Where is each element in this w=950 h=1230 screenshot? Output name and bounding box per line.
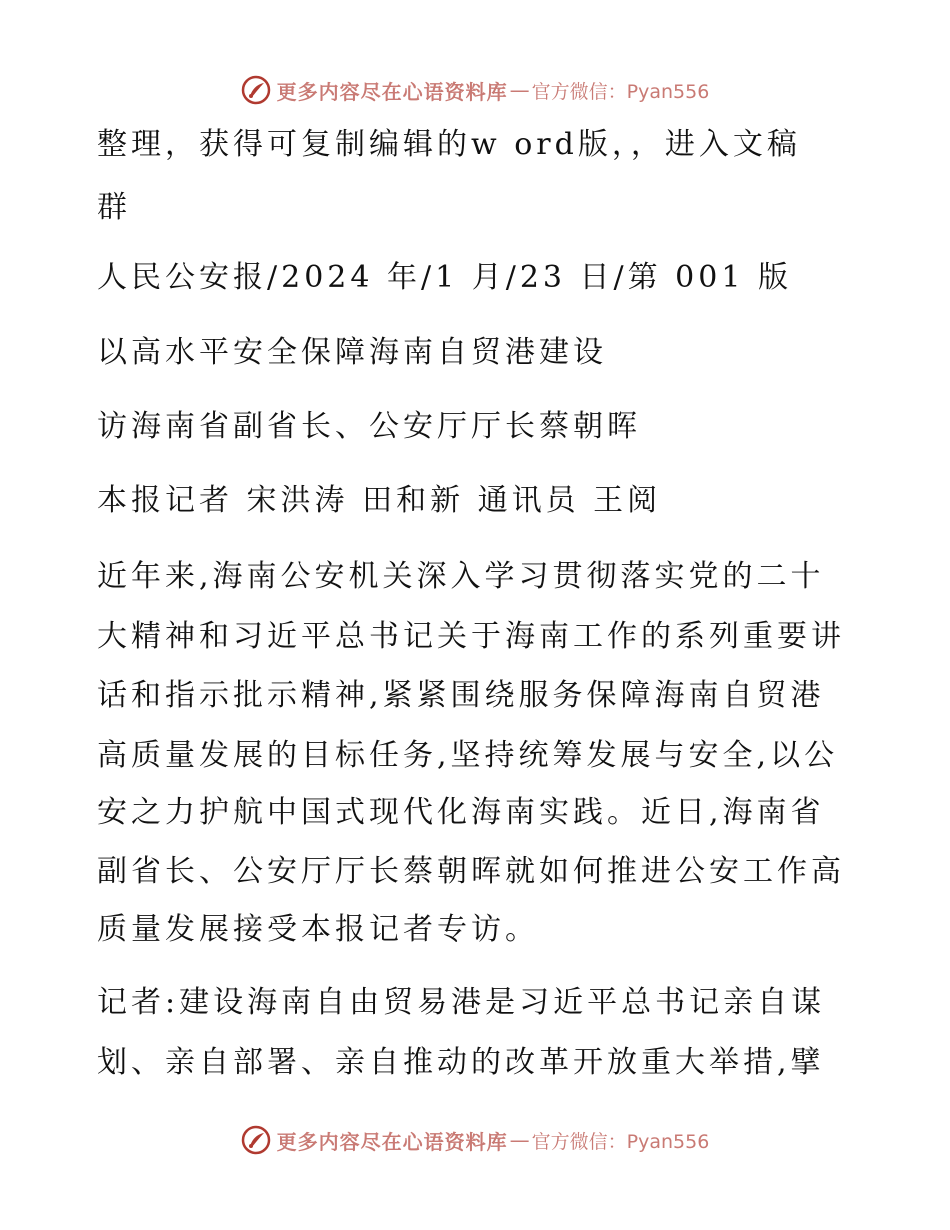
brand-logo-icon [241,75,271,105]
paragraph-1-line-7: 质量发展接受本报记者专访。 [97,912,539,947]
paragraph-1-line-6: 副省长、公安厅厅长蔡朝晖就如何推进公安工作高 [97,854,845,889]
paragraph-1-line-3: 话和指示批示精神,紧紧围绕服务保障海南自贸港 [97,678,825,713]
paragraph-1-line-2: 大精神和习近平总书记关于海南工作的系列重要讲 [97,619,845,654]
paragraph-2-line-2: 划、亲自部署、亲自推动的改革开放重大举措,擘 [97,1045,825,1080]
article-title: 以高水平安全保障海南自贸港建设 [97,335,607,370]
paragraph-2-line-1: 记者:建设海南自由贸易港是习近平总书记亲自谋 [97,985,826,1020]
banner-separator: — [509,78,530,102]
byline: 本报记者 宋洪涛 田和新 通讯员 王阅 [97,483,662,518]
header-banner [0,70,950,110]
source-line: 人民公安报/2024 年/1 月/23 日/第 001 版 [97,260,792,295]
paragraph-1-line-1: 近年来,海南公安机关深入学习贯彻落实党的二十 [97,559,825,594]
text-line-2: 群 [97,190,131,225]
banner-brand-text: 更多内容尽在心语资料库 [276,79,508,104]
banner-separator: — [509,1128,530,1152]
paragraph-1-line-4: 高质量发展的目标任务,坚持统筹发展与安全,以公 [97,738,839,773]
banner-brand-text: 更多内容尽在心语资料库 [276,1129,508,1154]
paragraph-1-line-5: 安之力护航中国式现代化海南实践。近日,海南省 [97,795,825,830]
text-line-1: 整理，获得可复制编辑的w ord版，，进入文稿 [97,127,801,162]
brand-logo-icon [241,1125,271,1155]
banner-contact-text: 官方微信：Pyan556 [531,80,710,103]
article-subtitle: 访海南省副省长、公安厅厅长蔡朝晖 [97,409,641,444]
banner-contact-text: 官方微信：Pyan556 [531,1130,710,1153]
footer-banner [0,1120,950,1160]
